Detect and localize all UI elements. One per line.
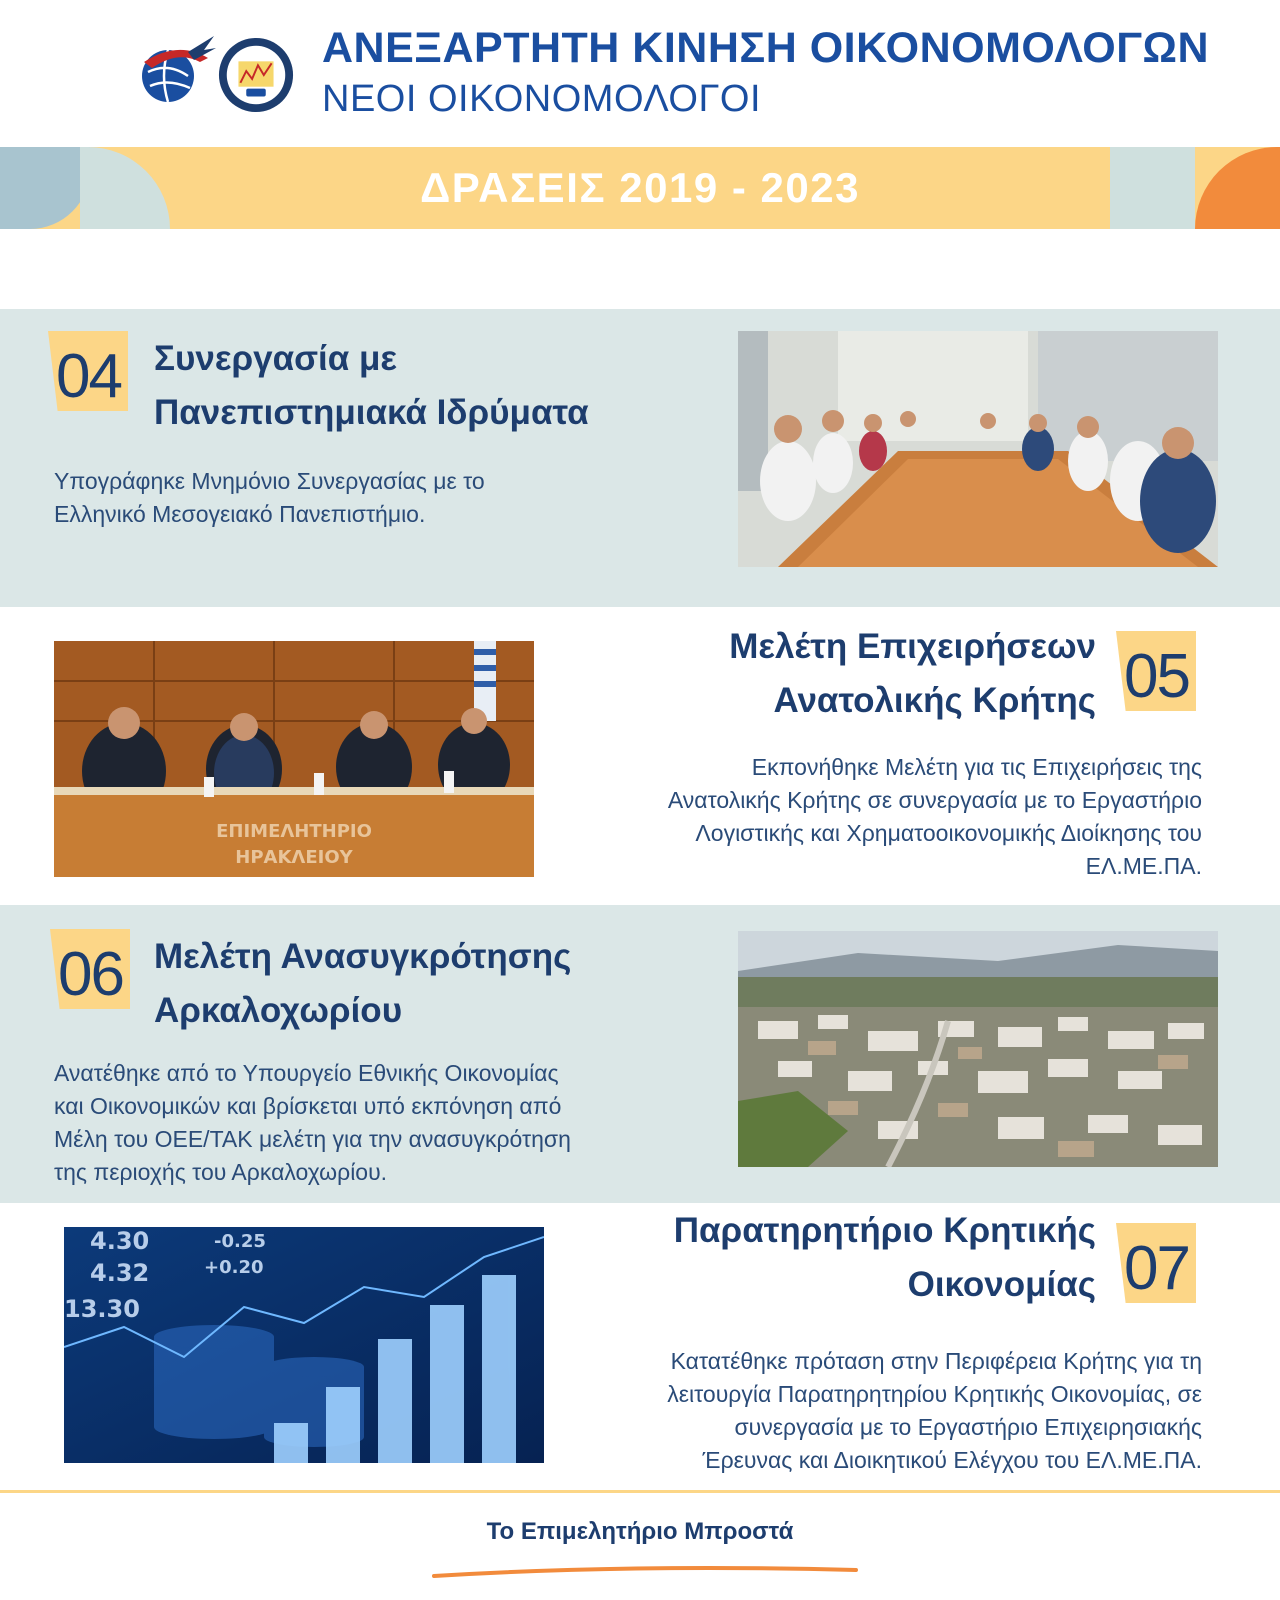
footer-divider — [0, 1490, 1280, 1493]
ticker-value-2: -0.25 — [214, 1231, 266, 1252]
section-description: Υπογράφηκε Μνημόνιο Συνεργασίας με το Ελληνικό Μεσογειακό Πανεπιστήμιο. — [54, 468, 485, 527]
section-description: Κατατέθηκε πρόταση στην Περιφέρεια Κρήτης για τη λειτουργία Παρατηρητηρίου Κρητικής Οικονομίας, σε συνεργασία με το Εργαστήριο Επιχειρησιακής Έρευνας και Διοικητικού Ελέγχου του ΕΛ.ΜΕ.ΠΑ. — [667, 1348, 1202, 1473]
section-title-line-1: Συνεργασία με — [154, 339, 398, 378]
finance-chart-photo — [64, 1227, 544, 1463]
section-06 — [0, 905, 1280, 1203]
section-05 — [0, 607, 1280, 905]
ticker-value-3: 4.32 — [90, 1259, 150, 1287]
chamber-sign-line-2: ΗΡΑΚΛΕΙΟΥ — [235, 847, 353, 868]
neoi-oikonomologoi-seal-icon — [217, 36, 295, 114]
section-title-line-1: Μελέτη Επιχειρήσεων — [729, 627, 1096, 666]
section-number: 07 — [1124, 1234, 1189, 1303]
ticker-value-5: 13.30 — [64, 1295, 140, 1323]
ticker-value-1: 4.30 — [90, 1227, 150, 1255]
footer-slogan: Το Επιμελητήριο Μπροστά — [486, 1518, 794, 1545]
section-04 — [0, 309, 1280, 607]
section-number: 06 — [58, 940, 123, 1009]
section-number: 04 — [56, 342, 121, 411]
section-title-line-2: Ανατολικής Κρήτης — [773, 681, 1096, 720]
section-title-line-2: Πανεπιστημιακά Ιδρύματα — [154, 393, 589, 432]
banner-title: ΔΡΑΣΕΙΣ 2019 - 2023 — [420, 164, 860, 211]
section-number-box — [1116, 1223, 1196, 1303]
section-title-line-1: Μελέτη Ανασυγκρότησης — [154, 937, 572, 976]
section-number-box — [50, 929, 130, 1009]
section-title-line-2: Αρκαλοχωρίου — [154, 991, 403, 1030]
footer-underline-stroke — [430, 1562, 860, 1582]
section-number-box — [48, 331, 128, 411]
header — [0, 0, 1280, 140]
section-07 — [0, 1203, 1280, 1490]
section-number: 05 — [1124, 642, 1189, 711]
ticker-value-4: +0.20 — [204, 1257, 264, 1278]
org-title: ΑΝΕΞΑΡΤΗΤΗ ΚΙΝΗΣΗ ΟΙΚΟΝΟΜΟΛΟΓΩΝ — [322, 24, 1210, 72]
meeting-table-photo — [738, 331, 1218, 567]
banner — [0, 147, 1280, 229]
section-title-line-1: Παρατηρητήριο Κρητικής — [673, 1211, 1096, 1250]
town-aerial-photo — [738, 931, 1218, 1167]
chamber-panel-photo — [54, 641, 534, 877]
section-description: Ανατέθηκε από το Υπουργείο Εθνικής Οικονομίας και Οικονομικών και βρίσκεται υπό εκπόνηση από Μέλη του ΟΕΕ/ΤΑΚ μελέτη για την ανασυγκρότηση της περιοχής του Αρκαλοχωρίου. — [54, 1060, 571, 1185]
org-subtitle: ΝΕΟΙ ΟΙΚΟΝΟΜΟΛΟΓΟΙ — [322, 78, 762, 120]
section-title-line-2: Οικονομίας — [907, 1265, 1096, 1304]
section-description: Εκπονήθηκε Μελέτη για τις Επιχειρήσεις της Ανατολικής Κρήτης σε συνεργασία με το Εργαστήριο Λογιστικής και Χρηματοοικονομικής Διοίκησης του ΕΛ.ΜΕ.ΠΑ. — [667, 754, 1202, 879]
section-number-box — [1116, 631, 1196, 711]
globe-logo-icon — [138, 32, 218, 112]
chamber-sign-line-1: ΕΠΙΜΕΛΗΤΗΡΙΟ — [216, 821, 372, 842]
